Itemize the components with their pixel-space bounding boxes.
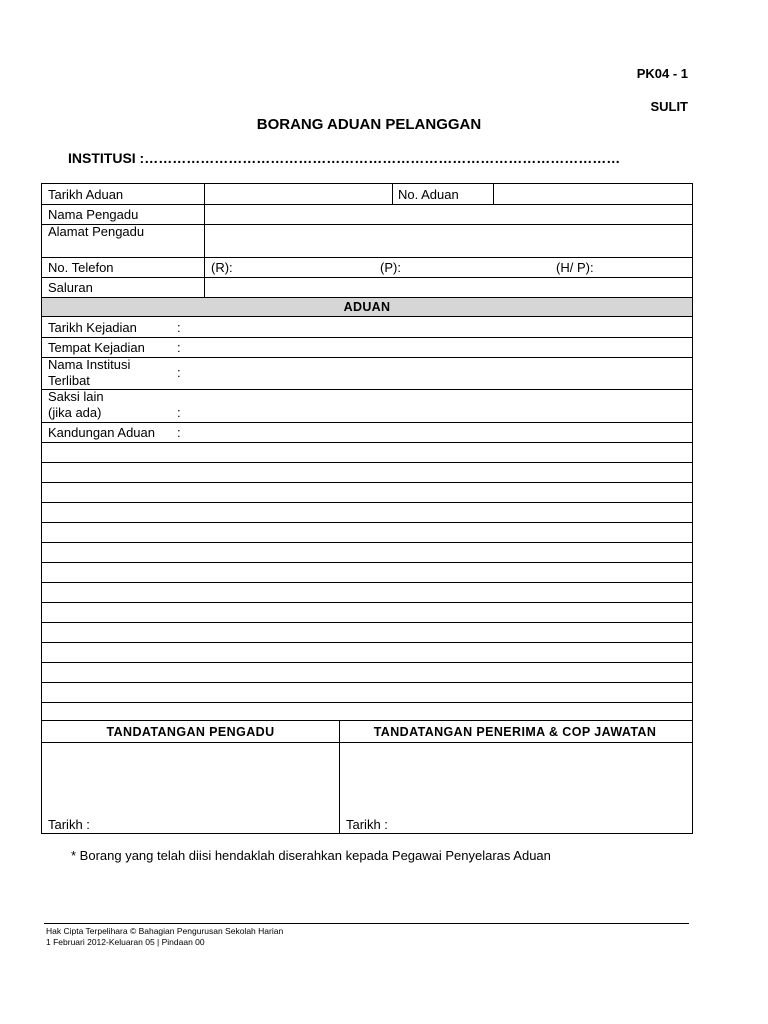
row-divider [42, 742, 692, 743]
form-code: PK04 - 1 [636, 66, 688, 81]
institusi-line: INSTITUSI :………………………………………………………………………………………… [68, 150, 621, 166]
form-title: BORANG ADUAN PELANGGAN [256, 116, 482, 133]
complaint-form-table [41, 183, 693, 834]
label-saluran: Saluran [48, 280, 93, 295]
blank-line [42, 502, 692, 503]
blank-line [42, 542, 692, 543]
aduan-section-title: ADUAN [343, 300, 391, 314]
blank-line [42, 482, 692, 483]
row-divider [42, 337, 692, 338]
blank-line [42, 582, 692, 583]
label-no-telefon: No. Telefon [48, 260, 114, 275]
label-no-aduan: No. Aduan [398, 187, 459, 202]
footer-version: 1 Februari 2012-Keluaran 05 | Pindaan 00 [46, 937, 205, 947]
row-divider [42, 277, 692, 278]
label-tarikh-penerima: Tarikh : [346, 817, 388, 832]
row-divider [42, 720, 692, 721]
label-saksi-lain: Saksi lain [48, 389, 104, 404]
colon: : [177, 425, 181, 440]
blank-line [42, 622, 692, 623]
colon: : [177, 340, 181, 355]
colon: : [177, 320, 181, 335]
signature-penerima-heading: TANDATANGAN PENERIMA & COP JAWATAN [373, 725, 657, 739]
row-divider [42, 204, 692, 205]
blank-line [42, 462, 692, 463]
row-divider [42, 389, 692, 390]
label-alamat-pengadu: Alamat Pengadu [48, 224, 145, 239]
footer-divider [44, 923, 689, 924]
label-nama-pengadu: Nama Pengadu [48, 207, 139, 222]
blank-line [42, 562, 692, 563]
label-phone-r: (R): [211, 260, 233, 275]
classification-label: SULIT [650, 99, 688, 114]
label-tarikh-aduan: Tarikh Aduan [48, 187, 124, 202]
blank-line [42, 662, 692, 663]
label-tempat-kejadian: Tempat Kejadian [48, 340, 145, 355]
row-divider [42, 422, 692, 423]
label-terlibat: Terlibat [48, 373, 90, 388]
label-kandungan-aduan: Kandungan Aduan [48, 425, 155, 440]
row-divider [42, 257, 692, 258]
column-divider [392, 184, 393, 204]
blank-line [42, 682, 692, 683]
label-tarikh-kejadian: Tarikh Kejadian [48, 320, 137, 335]
label-phone-hp: (H/ P): [556, 260, 594, 275]
colon: : [177, 405, 181, 420]
label-nama-institusi: Nama Institusi [48, 357, 131, 372]
label-tarikh-pengadu: Tarikh : [48, 817, 90, 832]
row-divider [42, 357, 692, 358]
blank-line [42, 702, 692, 703]
row-divider [42, 442, 692, 443]
label-phone-p: (P): [380, 260, 401, 275]
signature-pengadu-heading: TANDATANGAN PENGADU [106, 725, 275, 739]
blank-line [42, 522, 692, 523]
aduan-section-header [42, 297, 692, 317]
label-jika-ada: (jika ada) [48, 405, 102, 420]
column-divider [493, 184, 494, 204]
submission-note: * Borang yang telah diisi hendaklah diserahkan kepada Pegawai Penyelaras Aduan [71, 848, 551, 863]
blank-line [42, 602, 692, 603]
footer-copyright: Hak Cipta Terpelihara © Bahagian Pengurusan Sekolah Harian [46, 926, 284, 936]
colon: : [177, 365, 181, 380]
blank-line [42, 642, 692, 643]
column-divider [204, 184, 205, 297]
